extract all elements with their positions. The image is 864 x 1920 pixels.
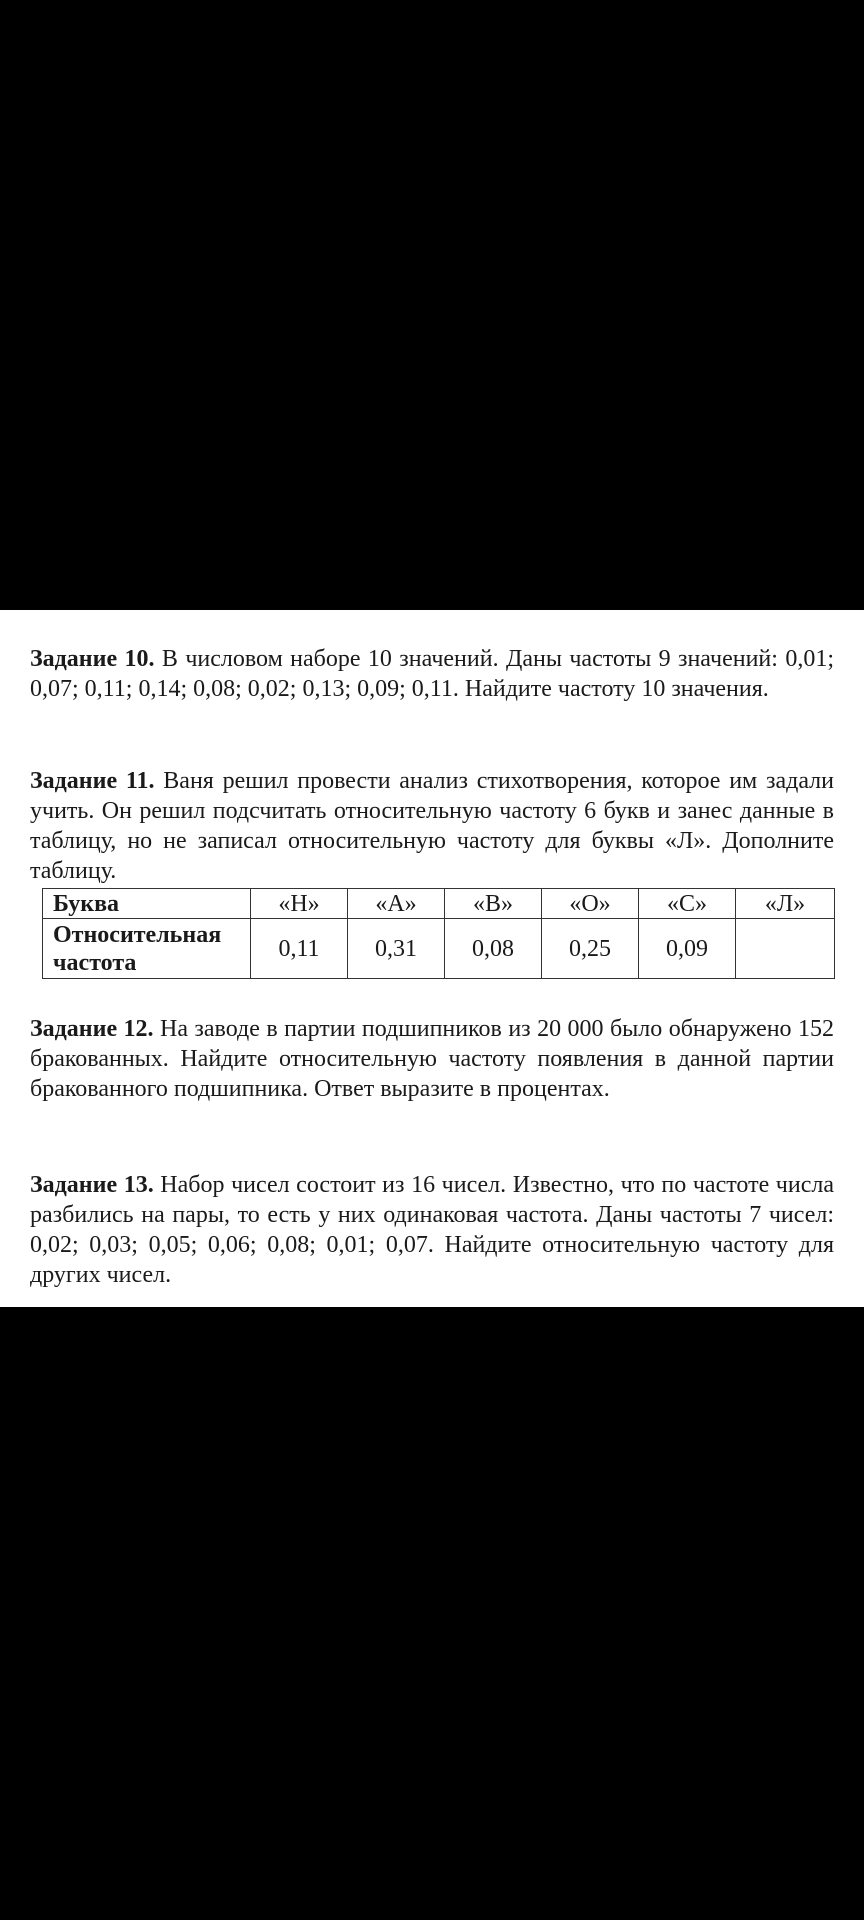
table-value-row: [43, 919, 835, 979]
bottom-black-area: [0, 1307, 864, 1920]
task-10-text: В числовом наборе 10 значений. Даны частоты 9 значений: 0,01; 0,07; 0,11; 0,14; 0,08; 0,02; 0,13; 0,09; 0,11. Найдите частоту 10 значения.: [30, 646, 834, 702]
top-black-area: [0, 0, 864, 610]
frequency-cell: 0,09: [639, 919, 736, 979]
worksheet-page: [0, 610, 864, 1307]
frequency-cell: 0,11: [251, 919, 348, 979]
frequency-cell: 0,25: [542, 919, 639, 979]
task-13-text: Набор чисел состоит из 16 чисел. Известно, что по частоте числа разбились на пары, то есть у них одинаковая частота. Даны частоты 7 чисел: 0,02; 0,03; 0,05; 0,06; 0,08; 0,01; 0,07. Найдите относительную частоту для других чисел.: [30, 1172, 834, 1288]
task-12-label: Задание 12.: [30, 1016, 154, 1042]
task-12: [30, 1014, 834, 1104]
frequency-cell-empty: [736, 919, 835, 979]
frequency-header-line2: частота: [53, 949, 137, 976]
task-11-text: Ваня решил провести анализ стихотворения, которое им задали учить. Он решил подсчитать относительную частоту 6 букв и занес данные в таблицу, но не записал относительную частоту для буквы «Л». Дополните таблицу.: [30, 768, 835, 884]
task-10: [30, 644, 834, 704]
letter-cell: «В»: [445, 889, 542, 919]
task-12-text: На заводе в партии подшипников из 20 000 было обнаружено 152 бракованных. Найдите относительную частоту появления в данной партии бракованного подшипника. Ответ выразите в процентах.: [30, 1016, 834, 1102]
letter-frequency-table: [42, 888, 835, 979]
task-11: [30, 766, 834, 886]
letter-cell: «Н»: [251, 889, 348, 919]
frequency-header-line1: Относительная: [53, 921, 222, 948]
letter-header-cell: Буква: [43, 889, 251, 919]
table-header-row: [43, 889, 835, 919]
task-10-label: Задание 10.: [30, 646, 155, 672]
letter-cell: «С»: [639, 889, 736, 919]
frequency-cell: 0,08: [445, 919, 542, 979]
task-13: [30, 1170, 834, 1290]
frequency-header-cell: [43, 919, 251, 979]
frequency-cell: 0,31: [348, 919, 445, 979]
letter-cell: «О»: [542, 889, 639, 919]
letter-cell: «Л»: [736, 889, 835, 919]
task-13-label: Задание 13.: [30, 1172, 154, 1198]
task-11-label: Задание 11.: [30, 768, 155, 794]
letter-cell: «А»: [348, 889, 445, 919]
